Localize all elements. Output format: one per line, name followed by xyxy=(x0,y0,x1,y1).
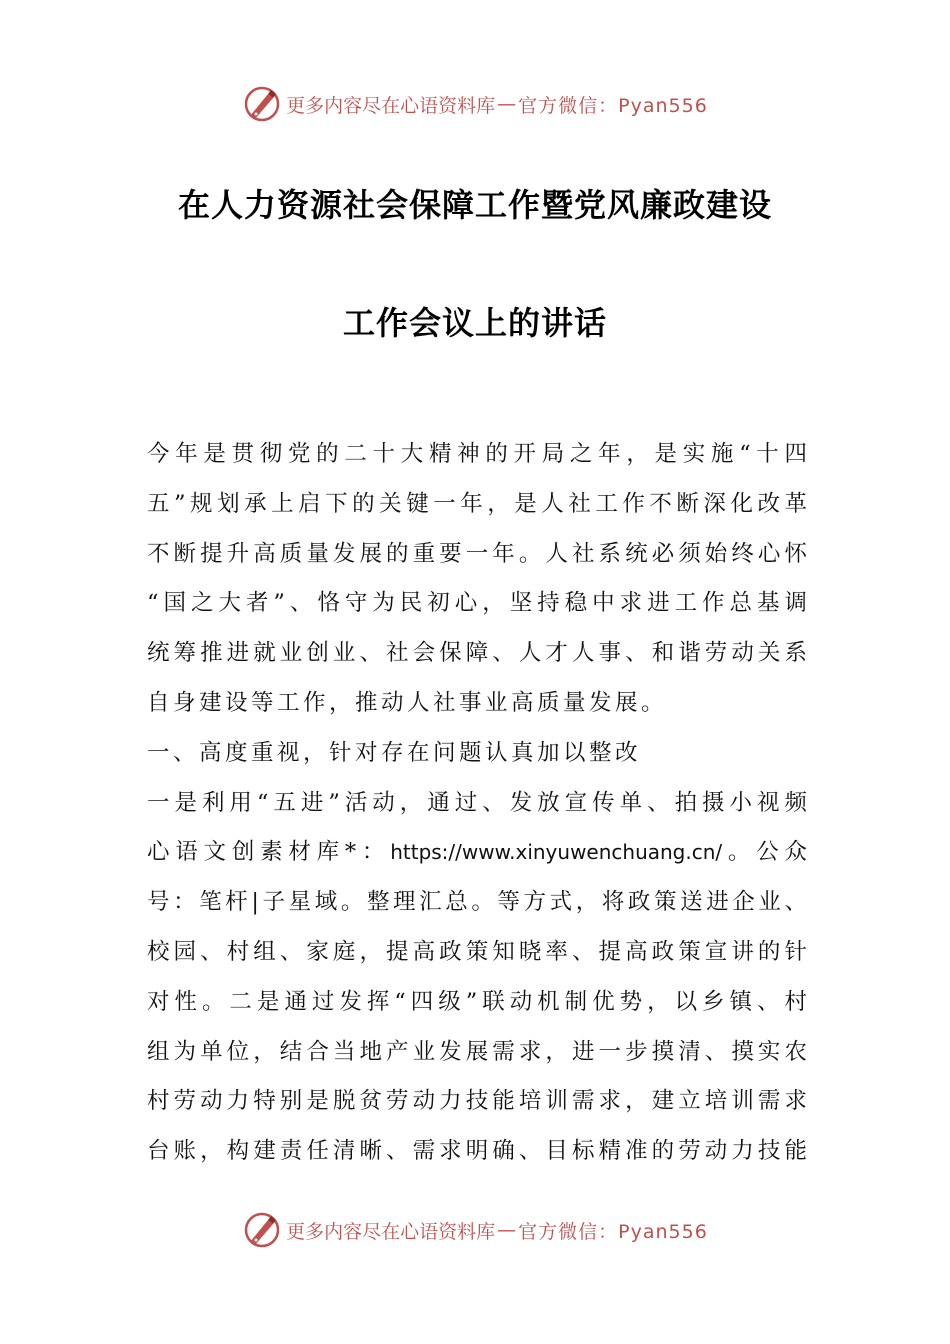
watermark-banner-top xyxy=(0,80,950,128)
document-title-line-2: 工作会议上的讲话 xyxy=(342,304,607,342)
document-title-line-1: 在人力资源社会保障工作暨党风廉政建设 xyxy=(177,186,772,224)
url-prefix: 心语文创素材库*： xyxy=(147,839,391,866)
pen-logo-icon xyxy=(242,1210,282,1250)
body-line: 组为单位，结合当地产业发展需求，进一步摸清、摸实农 xyxy=(147,1038,807,1065)
pen-logo-icon xyxy=(242,84,282,124)
body-line: 村劳动力特别是脱贫劳动力技能培训需求，建立培训需求 xyxy=(147,1088,807,1115)
body-line: “国之大者”、恪守为民初心，坚持稳中求进工作总基调 xyxy=(147,590,807,617)
body-line: 自身建设等工作，推动人社事业高质量发展。 xyxy=(147,689,668,716)
body-line: 一是利用“五进”活动，通过、发放宣传单、拍摄小视频 xyxy=(147,789,807,816)
document-body xyxy=(147,430,807,1177)
watermark-text: 更多内容尽在心语资料库 xyxy=(286,1220,496,1243)
body-line: 对性。二是通过发挥“四级”联动机制优势，以乡镇、村 xyxy=(147,988,807,1015)
body-line: 今年是贯彻党的二十大精神的开局之年，是实施“十四 xyxy=(147,441,807,467)
body-line: 校园、村组、家庭，提高政策知晓率、提高政策宣讲的针 xyxy=(147,938,807,965)
watermark-contact: 官方微信：Pyan556 xyxy=(518,94,708,117)
watermark-contact: 官方微信：Pyan556 xyxy=(518,1220,708,1243)
body-line: 五”规划承上启下的关键一年，是人社工作不断深化改革 xyxy=(147,490,807,517)
watermark-banner-bottom xyxy=(0,1206,950,1254)
body-line: 台账，构建责任清晰、需求明确、目标精准的劳动力技能 xyxy=(147,1138,807,1165)
watermark-dash: — xyxy=(497,1219,517,1241)
body-line: 号：笔杆|子星域。整理汇总。等方式，将政策送进企业、 xyxy=(147,889,807,916)
body-line-url xyxy=(147,828,807,878)
source-url-link[interactable]: https://www.xinyuwenchuang.cn/ xyxy=(390,840,723,865)
section-heading: 一、高度重视，针对存在问题认真加以整改 xyxy=(147,739,642,766)
watermark-text: 更多内容尽在心语资料库 xyxy=(286,94,496,117)
watermark-dash: — xyxy=(497,93,517,115)
body-line: 统筹推进就业创业、社会保障、人才人事、和谐劳动关系 xyxy=(147,640,807,667)
body-line: 不断提升高质量发展的重要一年。人社系统必须始终心怀 xyxy=(147,540,807,567)
url-suffix: 。公众 xyxy=(722,839,807,866)
